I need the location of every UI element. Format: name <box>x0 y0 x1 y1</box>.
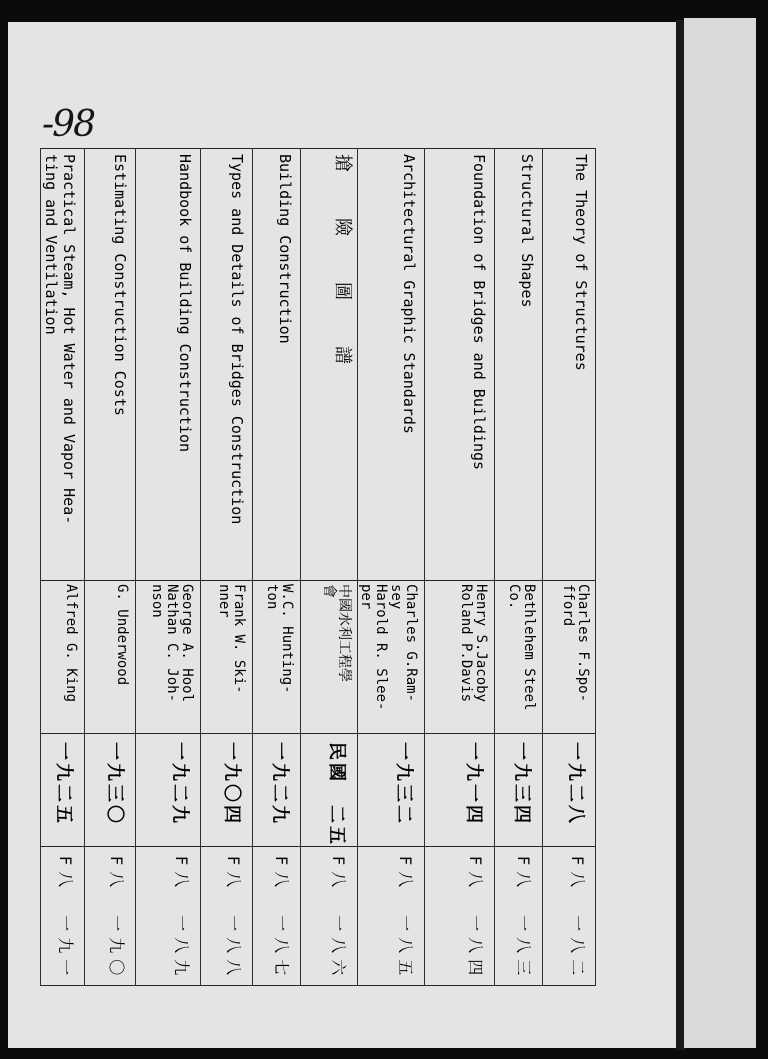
row-author: Charles F.Spo- fford <box>560 584 591 703</box>
row-call: F八 一八二 <box>568 856 587 982</box>
row-call: F八 一八五 <box>396 856 415 982</box>
row-title: Types and Details of Bridges Construction <box>228 154 246 525</box>
row-title: The Theory of Structures <box>572 154 590 371</box>
table-row <box>200 148 252 986</box>
row-call: F八 一八六 <box>329 856 348 982</box>
table-row <box>252 148 300 986</box>
book-list-table <box>40 148 596 986</box>
row-year: 一九二九 <box>269 742 290 826</box>
row-title: Practical Steam, Hot Water and Vapor Hea- ting and Ventilation <box>42 154 78 525</box>
row-author: Bethlehem Steel Co. <box>506 584 537 711</box>
back-sheet <box>684 18 756 1048</box>
page-number: -98 <box>42 104 94 145</box>
row-year: 一九三〇 <box>104 742 125 826</box>
table-row <box>542 148 596 986</box>
row-call: F八 一八三 <box>514 856 533 982</box>
row-author: George A. Hool Nathan C. Joh- nson <box>149 584 195 703</box>
row-author: Frank W. Ski- nner <box>216 584 247 694</box>
row-author: G. Underwood <box>114 584 130 686</box>
row-call: F八 一八八 <box>224 856 243 982</box>
row-author: W.C. Hunting- ton <box>264 584 295 694</box>
row-year: 一九一四 <box>463 742 484 826</box>
row-year: 一九三二 <box>393 742 414 826</box>
row-year: 一九〇四 <box>221 742 242 826</box>
row-title: Estimating Construction Costs <box>111 154 129 416</box>
row-call: F八 一八七 <box>272 856 291 982</box>
table-row <box>300 148 357 986</box>
row-author: Henry S.Jacoby Roland P.Davis <box>458 584 489 703</box>
row-title: 搶 險 圖 譜 <box>332 154 353 378</box>
table-row <box>424 148 494 986</box>
table-row <box>40 148 84 986</box>
table-row <box>84 148 135 986</box>
row-title: Architectural Graphic Standards <box>400 154 418 434</box>
row-year: 一九二五 <box>53 742 74 826</box>
table-row <box>135 148 200 986</box>
row-author: 中國水利工程學 會 <box>321 584 352 682</box>
row-title: Building Construction <box>276 154 294 344</box>
row-call: F八 一八九 <box>172 856 191 982</box>
row-year: 民國 二五 <box>326 742 347 847</box>
row-author: Charles G.Ram- sey Harold R. Slee- per <box>358 584 419 711</box>
row-year: 一九二八 <box>565 742 586 826</box>
row-call: F八 一九〇 <box>107 856 126 982</box>
row-title: Foundation of Bridges and Buildings <box>470 154 488 471</box>
row-year: 一九二九 <box>169 742 190 826</box>
row-call: F八 一八四 <box>466 856 485 982</box>
row-author: Alfred G. King <box>63 584 79 703</box>
row-call: F八 一九一 <box>56 856 75 982</box>
row-title: Structural Shapes <box>518 154 536 308</box>
table-row <box>357 148 424 986</box>
row-year: 一九三四 <box>511 742 532 826</box>
row-title: Handbook of Building Construction <box>176 154 194 453</box>
table-row <box>494 148 542 986</box>
